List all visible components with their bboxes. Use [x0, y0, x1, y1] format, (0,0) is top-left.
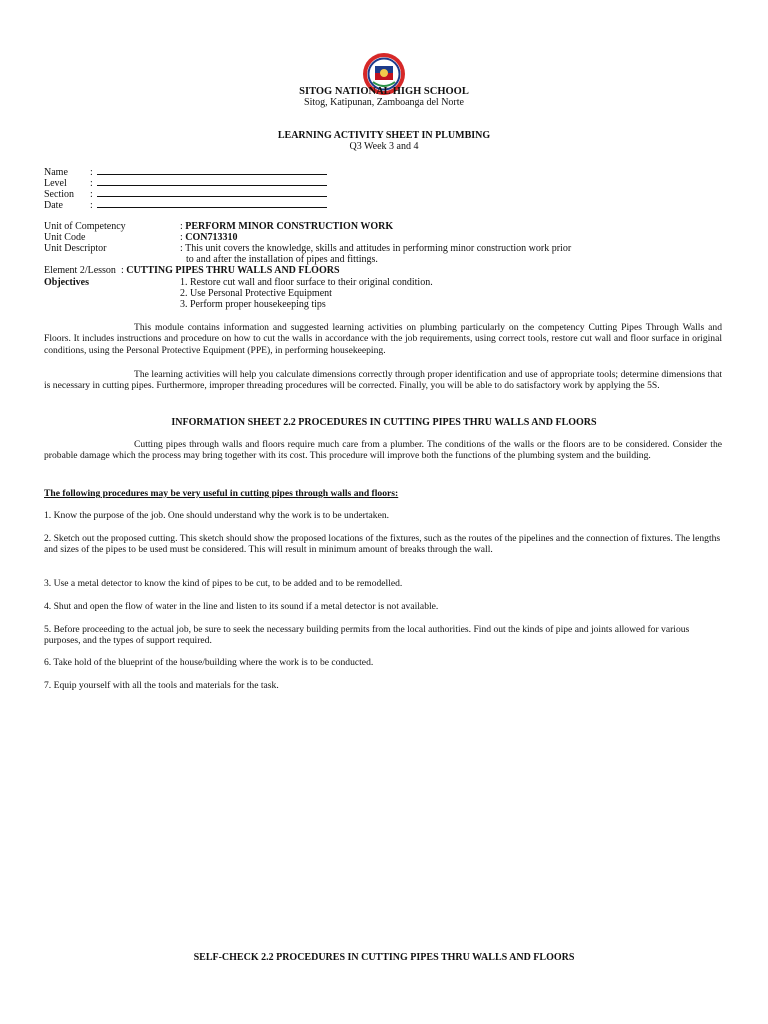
- procedures-heading: The following procedures may be very useful in cutting pipes through walls and floors:: [44, 488, 399, 499]
- objective-item: 1. Restore cut wall and floor surface to their original condition.: [180, 277, 433, 288]
- self-check-heading: SELF-CHECK 2.2 PROCEDURES IN CUTTING PIPES THRU WALLS AND FLOORS: [193, 952, 575, 963]
- sheet-title: LEARNING ACTIVITY SHEET IN PLUMBING: [277, 130, 491, 141]
- school-address: Sitog, Katipunan, Zamboanga del Norte: [304, 97, 464, 108]
- school-name: SITOG NATIONAL HIGH SCHOOL: [299, 86, 469, 97]
- unit-descriptor-label: Unit Descriptor: [44, 243, 107, 254]
- field-label: Section: [44, 189, 74, 200]
- element-label: Element 2/Lesson : CUTTING PIPES THRU WALLS AND FLOORS: [44, 265, 340, 276]
- objective-item: 2. Use Personal Protective Equipment: [180, 288, 332, 299]
- procedure-step: 7. Equip yourself with all the tools and materials for the task.: [44, 680, 279, 691]
- field-blank-line[interactable]: [97, 165, 327, 175]
- element-value: CUTTING PIPES THRU WALLS AND FLOORS: [126, 265, 340, 276]
- field-blank-line[interactable]: [97, 176, 327, 186]
- intro-paragraph-1: This module contains information and suggested learning activities on plumbing particularly on the competency Cutting Pipes Through Walls and Floors. It includes instructions and procedure on how to cut the walls in accordance with the job requirements, using correct tools, restore cut wall and floor surface in original conditions, using the Personal Protective Equipment (PPE), in performing housekeeping.: [44, 322, 722, 356]
- procedure-step: 6. Take hold of the blueprint of the house/building where the work is to be conducted.: [44, 657, 374, 668]
- procedure-step: 1. Know the purpose of the job. One should understand why the work is to be undertaken.: [44, 510, 390, 521]
- field-label: Date: [44, 200, 63, 211]
- objective-item: 3. Perform proper housekeeping tips: [180, 299, 326, 310]
- unit-competency-value: : PERFORM MINOR CONSTRUCTION WORK: [180, 221, 394, 232]
- field-label: Level: [44, 178, 67, 189]
- unit-descriptor-line1: : This unit covers the knowledge, skills and attitudes in performing minor construction work prior: [180, 243, 572, 254]
- intro-paragraph-2: The learning activities will help you calculate dimensions correctly through proper identification and use of appropriate tools; determine dimensions that is necessary in cutting pipes. Furthermore, improper threading procedures will be corrected. Finally, you will be able to do satisfactory work by applying the 5S.: [44, 369, 722, 392]
- unit-code-value: : CON713310: [180, 232, 238, 243]
- procedure-step: 3. Use a metal detector to know the kind of pipes to be cut, to be added and to be remodelled.: [44, 578, 403, 589]
- info-sheet-paragraph: Cutting pipes through walls and floors require much care from a plumber. The conditions of the walls or the floors are to be considered. Consider the probable damage which the process may bring together with its cost. This procedure will improve both the functions of the plumbing system and the building.: [44, 439, 722, 462]
- field-blank-line[interactable]: [97, 198, 327, 208]
- procedure-step: 4. Shut and open the flow of water in the line and listen to its sound if a metal detector is not available.: [44, 601, 439, 612]
- unit-descriptor-line2: to and after the installation of pipes and fittings.: [186, 254, 378, 265]
- field-date[interactable]: Date :: [44, 198, 327, 212]
- field-level[interactable]: Level :: [44, 176, 327, 190]
- objectives-label: Objectives: [44, 277, 89, 288]
- field-blank-line[interactable]: [97, 187, 327, 197]
- field-section[interactable]: Section :: [44, 187, 327, 201]
- unit-code-label: Unit Code: [44, 232, 86, 243]
- procedure-step: 2. Sketch out the proposed cutting. This sketch should show the proposed locations of the fixtures, such as the routes of the pipelines and the connection of fixtures. The lengths and sizes of the pipes to be used must be considered. This will result in minimum amount of breaks through the wall.: [44, 533, 721, 556]
- unit-competency-label: Unit of Competency: [44, 221, 126, 232]
- info-sheet-heading: INFORMATION SHEET 2.2 PROCEDURES IN CUTTING PIPES THRU WALLS AND FLOORS: [171, 417, 597, 428]
- sheet-subtitle: Q3 Week 3 and 4: [349, 141, 419, 152]
- field-name[interactable]: Name :: [44, 165, 327, 179]
- procedure-step: 5. Before proceeding to the actual job, be sure to seek the necessary building permits from the local authorities. Find out the kinds of pipe and joints allowed for various purposes, and the types of support required.: [44, 624, 690, 647]
- field-label: Name: [44, 167, 68, 178]
